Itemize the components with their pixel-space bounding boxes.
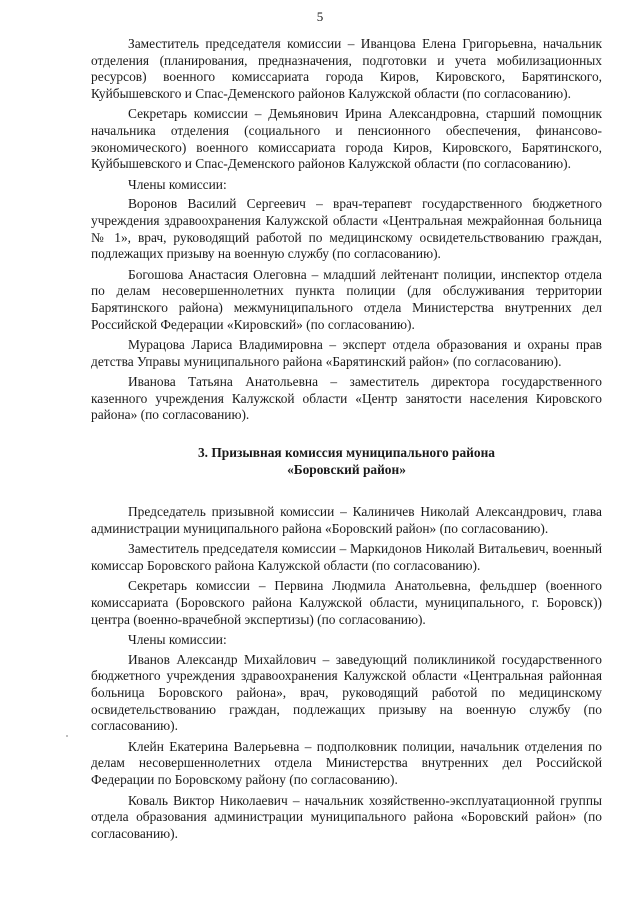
member-paragraph: Иванов Александр Михайлович – заведующий поликлиникой государственного бюджетного учреждения здравоохранения Калужской области «Центральная районная больница Боровского района», врач, руководящий работой по медицинскому освидетельствованию граждан, подлежащих призыву на военную службу (по согласованию). — [91, 651, 602, 734]
page-number: 5 — [316, 9, 324, 24]
member-paragraph: Иванова Татьяна Анатольевна – заместитель директора государственного казенного учреждения Калужской области «Центр занятости населения Кировского района» (по согласованию). — [91, 374, 602, 423]
member-paragraph: Клейн Екатерина Валерьевна – подполковник полиции, начальник отделения по делам несовершеннолетних отдела Министерства внутренних дел Российской Федерации по Боровскому району (по согласованию). — [91, 738, 602, 787]
chair-paragraph: Председатель призывной комиссии – Калиничев Николай Александрович, глава администрации муниципального района «Боровский район» (по согласованию). — [91, 504, 602, 536]
scan-speck — [66, 735, 68, 737]
deputy-chair-paragraph: Заместитель председателя комиссии – Маркидонов Николай Витальевич, военный комиссар Боровского района Калужской области (по согласованию). — [91, 541, 602, 573]
secretary-paragraph: Секретарь комиссии – Первина Людмила Анатольевна, фельдшер (военного комиссариата (Боровского района Калужской области, муниципального, г. Боровск)) центра (военно-врачебной экспертизы) (по согласованию). — [91, 578, 602, 627]
document-body — [91, 36, 602, 846]
deputy-chair-paragraph: Заместитель председателя комиссии – Иванцова Елена Григорьевна, начальник отделения (планирования, предназначения, подготовки и учета мобилизационных ресурсов) военного комиссариата города Киров, Кировского, Барятинского, Куйбышевского и Спас-Деменского районов Калужской области (по согласованию). — [91, 36, 602, 101]
member-paragraph: Коваль Виктор Николаевич – начальник хозяйственно-эксплуатационной группы отдела образования администрации муниципального района «Боровский район» (по согласованию). — [91, 792, 602, 841]
member-paragraph: Богошова Анастасия Олеговна – младший лейтенант полиции, инспектор отдела по делам несовершеннолетних пункта полиции (для обслуживания территории Барятинского района) межмуниципального отдела Министерства внутренних дел Российской Федерации «Кировский» (по согласованию). — [91, 266, 602, 332]
members-label: Члены комиссии: — [128, 176, 227, 192]
members-label: Члены комиссии: — [128, 632, 227, 648]
member-paragraph: Воронов Василий Сергеевич – врач-терапевт государственного бюджетного учреждения здравоохранения Калужской области «Центральная межрайонная больница № 1», врач, руководящий работой по медицинскому освидетельствованию граждан, подлежащих призыву на военную службу (по согласованию). — [91, 196, 602, 262]
secretary-paragraph: Секретарь комиссии – Демьянович Ирина Александровна, старший помощник начальника отделения (социального и пенсионного обеспечения, финансово-экономического) военного комиссариата города Киров, Кировского, Барятинского, Куйбышевского и Спас-Деменского районов Калужской области (по согласованию). — [91, 106, 602, 172]
member-paragraph: Мурацова Лариса Владимировна – эксперт отдела образования и охраны прав детства Управы муниципального района «Барятинский район» (по согласованию). — [91, 337, 602, 369]
section-heading-line-2: «Боровский район» — [287, 462, 406, 478]
section-heading — [91, 444, 602, 478]
section-heading-line-1: 3. Призывная комиссия муниципального района — [197, 445, 495, 461]
